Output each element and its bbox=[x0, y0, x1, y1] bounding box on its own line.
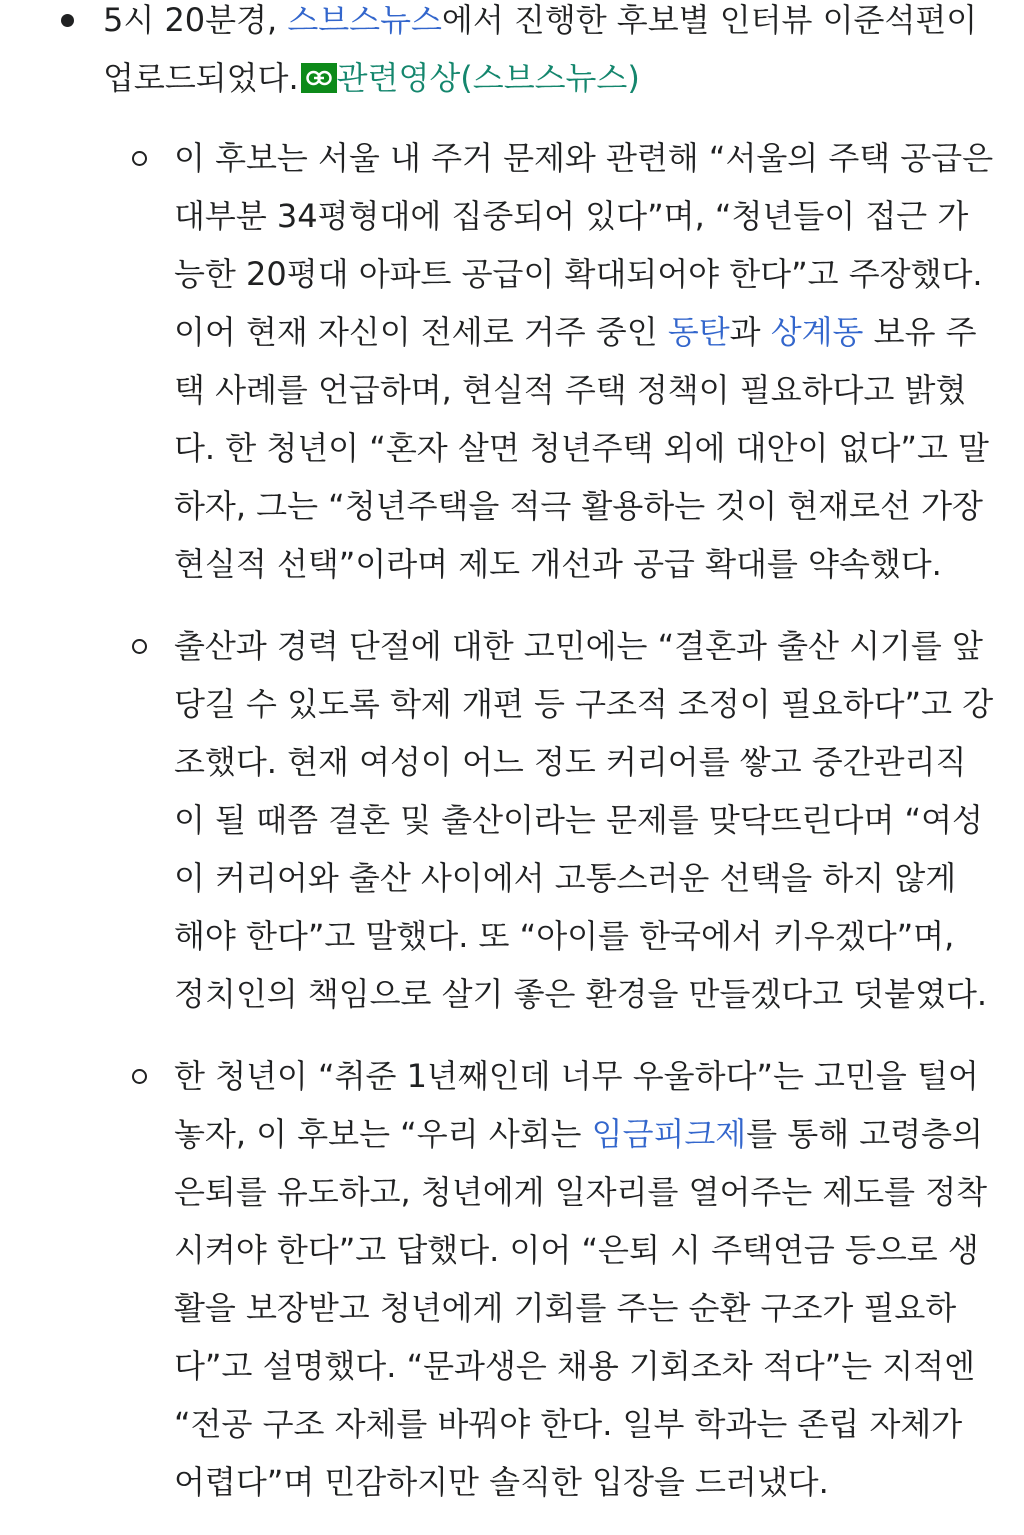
link-icon[interactable] bbox=[301, 63, 337, 93]
wage-peak-link[interactable]: 임금피크제 bbox=[591, 1115, 747, 1153]
sub-bullet-circle bbox=[132, 639, 147, 654]
sub-item-text: 한 청년이 “취준 1년째인데 너무 우울하다”는 고민을 털어놓자, 이 후보는 “우리 사회는 bbox=[174, 1057, 979, 1153]
sub-item-text: 보유 주택 사례를 언급하며, 현실적 주택 정책이 필요하다고 밝혔다. 한 청년이 “혼자 살면 청년주택 외에 대안이 없다”고 말하자, 그는 “청년주택을 적극 활용하는 것이 현재로선 가장 현실적 선택”이라며 제도 개선과 공급 확대를 약속했다. bbox=[174, 313, 989, 583]
sub-item-text: 과 bbox=[729, 313, 771, 351]
sub-item-text: 를 통해 고령층의 은퇴를 유도하고, 청년에게 일자리를 열어주는 제도를 정착시켜야 한다”고 답했다. 이어 “은퇴 시 주택연금 등으로 생활을 보장받고 청년에게 기회를 주는 순환 구조가 필요하다”고 설명했다. “문과생은 채용 기회조차 적다”는 지적엔 “전공 구조 자체를 바꿔야 한다. 일부 학과는 존립 자체가 어렵다”며 민감하지만 솔직한 입장을 드러냈다. bbox=[174, 1115, 988, 1501]
related-video-link[interactable]: 관련영상(스브스뉴스) bbox=[336, 59, 640, 97]
sub-bullet-circle bbox=[132, 1069, 147, 1084]
list-item bbox=[0, 0, 1024, 107]
dongtan-link[interactable]: 동탄 bbox=[667, 313, 730, 351]
sub-item-text: 출산과 경력 단절에 대한 고민에는 “결혼과 출산 시기를 앞당길 수 있도록 학제 개편 등 구조적 조정이 필요하다”고 강조했다. 현재 여성이 어느 정도 커리어를 쌓고 중간관리직이 될 때쯤 결혼 및 출산이라는 문제를 맞닥뜨린다며 “여성이 커리어와 출산 사이에서 고통스러운 선택을 하지 않게 해야 한다”고 말했다. 또 “아이를 한국에서 키우겠다”며, 정치인의 책임으로 살기 좋은 환경을 만들겠다고 덧붙였다. bbox=[174, 627, 994, 1013]
sub-list-item bbox=[0, 1047, 1024, 1511]
bullet-text-continued: 에서 진행한 후보별 인터뷰 이준석편이 업로드되었다. bbox=[103, 1, 978, 97]
sub-list-item bbox=[0, 617, 1024, 1023]
sub-list-item bbox=[0, 129, 1024, 593]
bullet-text: 5시 20분경, bbox=[103, 1, 288, 39]
sbs-news-link[interactable]: 스브스뉴스 bbox=[287, 1, 442, 39]
sub-item-text: 이 후보는 서울 내 주거 문제와 관련해 “서울의 주택 공급은 대부분 34평형대에 집중되어 있다”며, “청년들이 접근 가능한 20평대 아파트 공급이 확대되어야 한다”고 주장했다. 이어 현재 자신이 전세로 거주 중인 bbox=[174, 139, 994, 351]
bullet-dot bbox=[61, 14, 74, 27]
sanggye-dong-link[interactable]: 상계동 bbox=[770, 313, 864, 351]
sub-bullet-circle bbox=[132, 151, 147, 166]
